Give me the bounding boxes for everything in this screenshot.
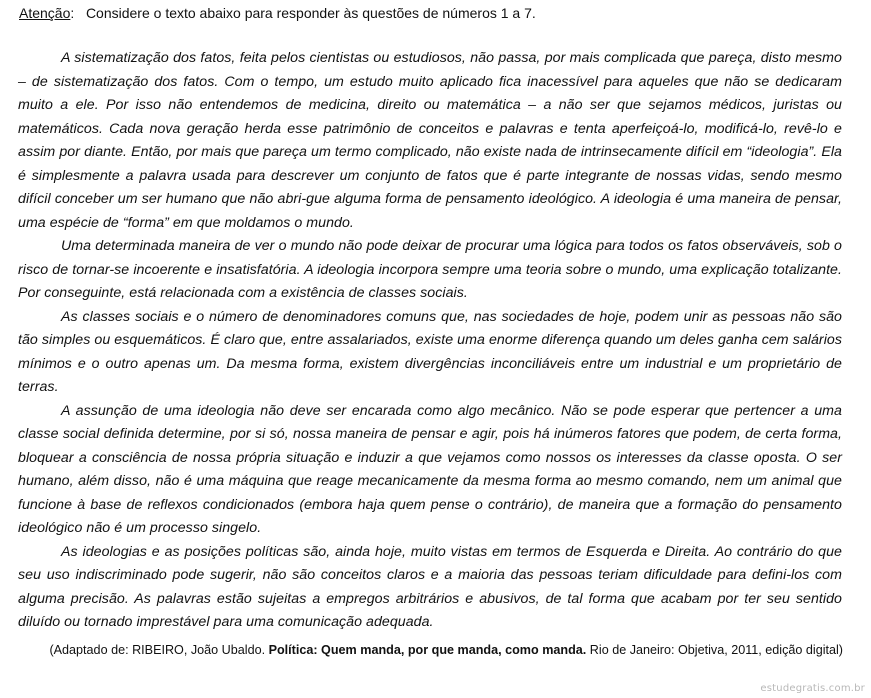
- source-title: Política: Quem manda, por que manda, como manda.: [268, 643, 587, 657]
- paragraph-1: A sistematização dos fatos, feita pelos cientistas ou estudiosos, não passa, por mais complicada que pareça, disto mesmo – de sistematização dos fatos. Com o tempo, um estudo muito aplicado fica inacessível para aqueles que não se dedicaram muito a ele. Por isso não entendemos de medicina, direito ou matemática – a não ser que sejamos médicos, juristas ou matemáticos. Cada nova geração herda esse patrimônio de conceitos e palavras e tenta aperfeiçoá-lo, modificá-lo, revê-lo e assim por diante. Então, por mais que pareça um termo complicado, não existe nada de intrinsecamente difícil em “ideologia”. Ela é simplesmente a palavra usada para descrever um conjunto de fatos que é parte integrante de nossas vidas, sendo mesmo difícil conceber um ser humano que não abri-gue alguma forma de pensamento ideológico. A ideologia é uma maneira de pensar, uma espécie de “forma” em que moldamos o mundo.: [18, 50, 842, 231]
- paragraph-4: A assunção de uma ideologia não deve ser encarada como algo mecânico. Não se pode esperar que pertencer a uma classe social definida determine, por si só, nossa maneira de pensar e agir, pois há inúmeros fatores que podem, de certa forma, bloquear a consciência de nossa própria situação e induzir a que vejamos como nossos os interesses da classe oposta. O ser humano, além disso, não é uma máquina que reage mecanicamente da mesma forma ao mesmo comando, nem um animal que funcione à base de reflexos condicionados (embora haja quem pense o contrário), de maneira que a formação do pensamento ideológico não é um processo singelo.: [18, 402, 842, 536]
- reading-passage: [18, 47, 842, 635]
- site-watermark: estudegratis.com.br: [760, 683, 865, 694]
- instruction-text: Considere o texto abaixo para responder às questões de números 1 a 7.: [85, 5, 536, 21]
- paragraph-2: Uma determinada maneira de ver o mundo não pode deixar de procurar uma lógica para todos os fatos observáveis, sob o risco de tornar-se incoerente e insatisfatória. A ideologia incorpora sempre uma teoria sobre o mundo, uma explicação totalizante. Por conseguinte, está relacionada com a existência de classes sociais.: [18, 238, 842, 301]
- paragraph-3: As classes sociais e o número de denominadores comuns que, nas sociedades de hoje, podem unir as pessoas não são tão simples ou esquemáticos. É claro que, entre assalariados, existe uma enorme diferença quando um deles ganha cem salários mínimos e o outro apenas um. Da mesma forma, existem divergências inconciliáveis entre um industrial e um proprietário de terras.: [18, 308, 842, 395]
- paragraph-5: As ideologias e as posições políticas são, ainda hoje, muito vistas em termos de Esquerda e Direita. Ao contrário do que seu uso indiscriminado pode sugerir, não são conceitos claros e a maioria das pessoas teriam dificuldade para defini-los com alguma precisão. As palavras estão sujeitas a empregos arbitrários e abusivos, de tal forma que acabam por ter seu sentido diluído ou tornado imprestável para uma comunicação adequada.: [18, 543, 842, 630]
- source-prefix: (Adaptado de: RIBEIRO, João Ubaldo.: [49, 643, 266, 657]
- source-citation: [49, 641, 843, 659]
- source-suffix: Rio de Janeiro: Objetiva, 2011, edição digital): [589, 643, 843, 657]
- instruction-header: Atenção: Considere o texto abaixo para responder às questões de números 1 a 7.: [19, 5, 536, 21]
- attention-label: Atenção: [19, 5, 71, 21]
